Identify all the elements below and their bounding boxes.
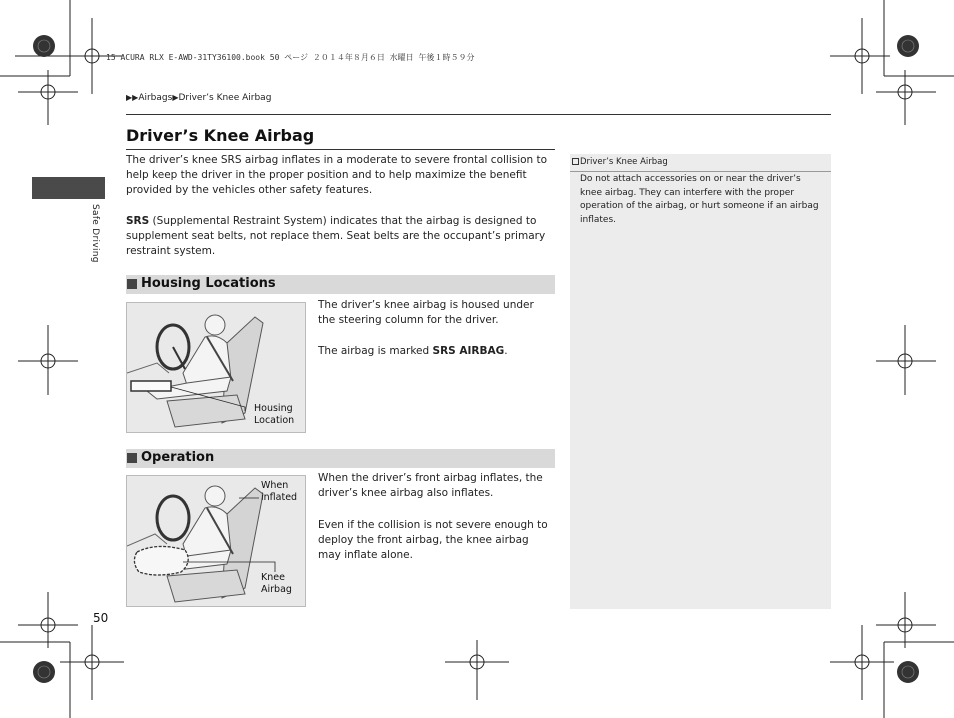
housing-location-label: Housing Location — [254, 403, 295, 426]
sidebar-note-header — [570, 154, 831, 172]
operation-text: When the driver’s front airbag inflates, the driver’s knee airbag also inflates. — [318, 472, 543, 499]
when-inflated-label: When inflated — [261, 480, 298, 503]
srs-paragraph — [126, 214, 556, 259]
breadcrumb-separator: ▶ — [172, 93, 179, 102]
housing-marking-prefix: The airbag is marked — [318, 345, 433, 357]
breadcrumb — [126, 93, 271, 103]
breadcrumb-current: Driver’s Knee Airbag — [178, 93, 272, 103]
operation-illustration — [126, 475, 306, 607]
title-rule — [126, 149, 555, 150]
srs-airbag-term: SRS AIRBAG — [432, 345, 505, 357]
breadcrumb-arrows: ▶▶ — [126, 93, 139, 102]
housing-text: The driver’s knee airbag is housed under the steering column for the driver. — [318, 299, 534, 326]
operation-text-2: Even if the collision is not severe enough to deploy the front airbag, the knee airbag may inflate alone. — [318, 519, 548, 561]
section-square-icon — [127, 279, 137, 289]
section-square-icon — [127, 453, 137, 463]
chapter-tab[interactable] — [32, 177, 105, 199]
intro-paragraph: The driver’s knee SRS airbag inflates in a moderate to severe frontal collision to help keep the driver in the proper position and to help maximize the benefit provided by the vehicles other safety features. — [126, 154, 548, 196]
housing-illustration — [126, 302, 306, 433]
knee-airbag-label: Knee Airbag — [261, 572, 292, 595]
page-title: Driver’s Knee Airbag — [126, 126, 315, 145]
housing-marking-suffix: . — [504, 345, 508, 357]
housing-marking-text — [318, 344, 554, 359]
srs-term: SRS — [126, 215, 150, 227]
file-info: 15 ACURA RLX E-AWD-31TY36100.book 50 ページ ２０１４年８月６日 水曜日 午後１時５９分 — [106, 53, 475, 62]
section-heading: Housing Locations — [141, 276, 276, 291]
sidebar-note-body: Do not attach accessories on or near the driver’s knee airbag. They can interfere with the proper operation of the airbag, or hurt someone if an airbag inflates. — [580, 174, 819, 225]
breadcrumb-link-airbags[interactable]: Airbags — [138, 93, 173, 103]
reference-icon — [572, 158, 579, 165]
sidebar-note — [570, 154, 831, 609]
section-header-housing — [126, 275, 555, 294]
page-number: 50 — [93, 611, 109, 625]
srs-paragraph-text: (Supplemental Restraint System) indicates that the airbag is designed to supplement seat belts, not replace them. Seat belts are the occupant’s primary restraint system. — [126, 215, 546, 257]
chapter-label: Safe Driving — [90, 204, 100, 263]
sidebar-note-heading: Driver’s Knee Airbag — [580, 157, 668, 167]
section-header-operation — [126, 449, 555, 468]
section-heading: Operation — [141, 450, 215, 465]
header-rule — [126, 114, 831, 115]
